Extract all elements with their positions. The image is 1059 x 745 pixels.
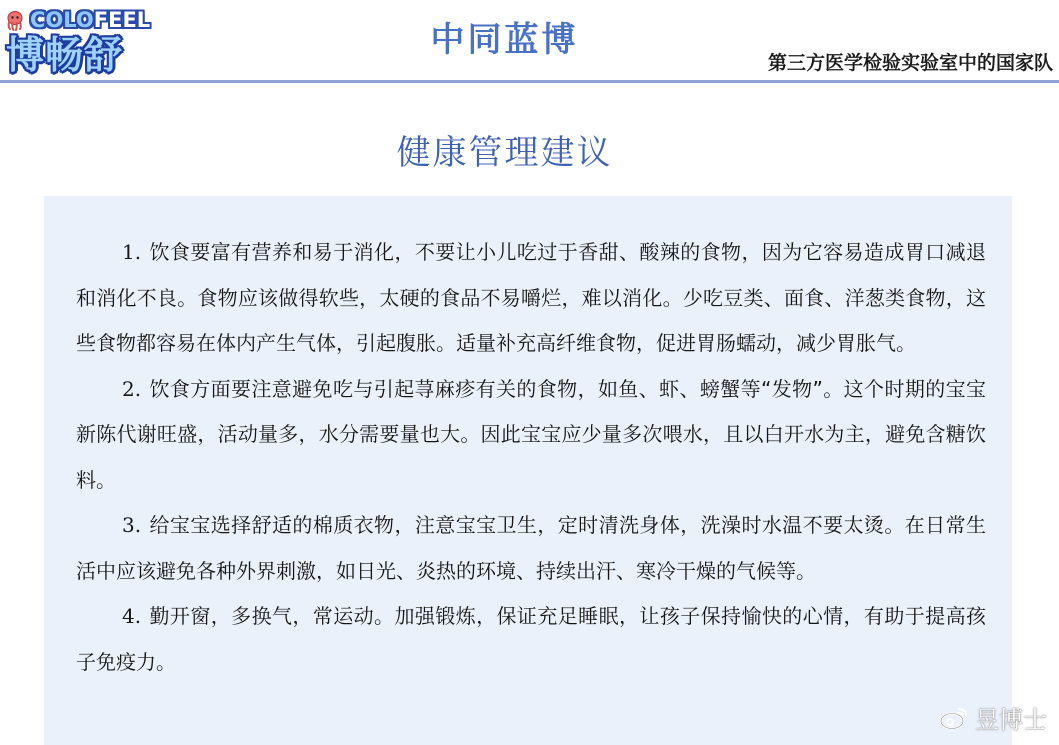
advice-list xyxy=(76,230,986,685)
advice-text: 饮食方面要注意避免吃与引起荨麻疹有关的食物，如鱼、虾、螃蟹等“发物”。这个时期的宝宝新陈代谢旺盛，活动量多，水分需要量也大。因此宝宝应少量多次喂水，且以白开水为主，避免含糖饮料。 xyxy=(76,376,986,492)
watermark-text: 昱博士 xyxy=(975,706,1047,734)
logo-wordmark-part-a: COLO xyxy=(30,8,94,32)
advice-item xyxy=(76,503,986,594)
advice-text: 给宝宝选择舒适的棉质衣物，注意宝宝卫生，定时清洗身体，洗澡时水温不要太烫。在日常生活中应该避免各种外界刺激，如日光、炎热的环境、持续出汗、寒冷干燥的气候等。 xyxy=(76,513,986,583)
brand-slogan: 第三方医学检验实验室中的国家队 xyxy=(767,52,1053,74)
advice-number: 1. xyxy=(122,240,142,264)
logo-wordmark-part-b: FEEL xyxy=(93,8,151,32)
advice-number: 4. xyxy=(122,604,142,628)
logo-chinese-name: 博畅舒 xyxy=(6,33,124,77)
advice-item xyxy=(76,594,986,685)
advice-text: 饮食要富有营养和易于消化，不要让小儿吃过于香甜、酸辣的食物，因为它容易造成胃口减退和消化不良。食物应该做得软些，太硬的食品不易嚼烂，难以消化。少吃豆类、面食、洋葱类食物，这些食物都容易在体内产生气体，引起腹胀。适量补充高纤维食物，促进胃肠蠕动，减少胃胀气。 xyxy=(76,240,986,355)
advice-panel xyxy=(44,196,1012,745)
page-header xyxy=(0,0,1059,82)
advice-item xyxy=(76,230,986,367)
brand-name: 中同蓝博 xyxy=(430,20,579,60)
advice-number: 3. xyxy=(122,513,142,537)
header-divider xyxy=(0,80,1059,83)
advice-number: 2. xyxy=(122,376,142,401)
weibo-icon xyxy=(939,706,969,730)
advice-text: 勤开窗，多换气，常运动。加强锻炼，保证充足睡眠，让孩子保持愉快的心情，有助于提高孩子免疫力。 xyxy=(76,604,986,674)
watermark xyxy=(939,700,1047,735)
page-title: 健康管理建议 xyxy=(396,133,613,173)
advice-item xyxy=(76,367,986,504)
